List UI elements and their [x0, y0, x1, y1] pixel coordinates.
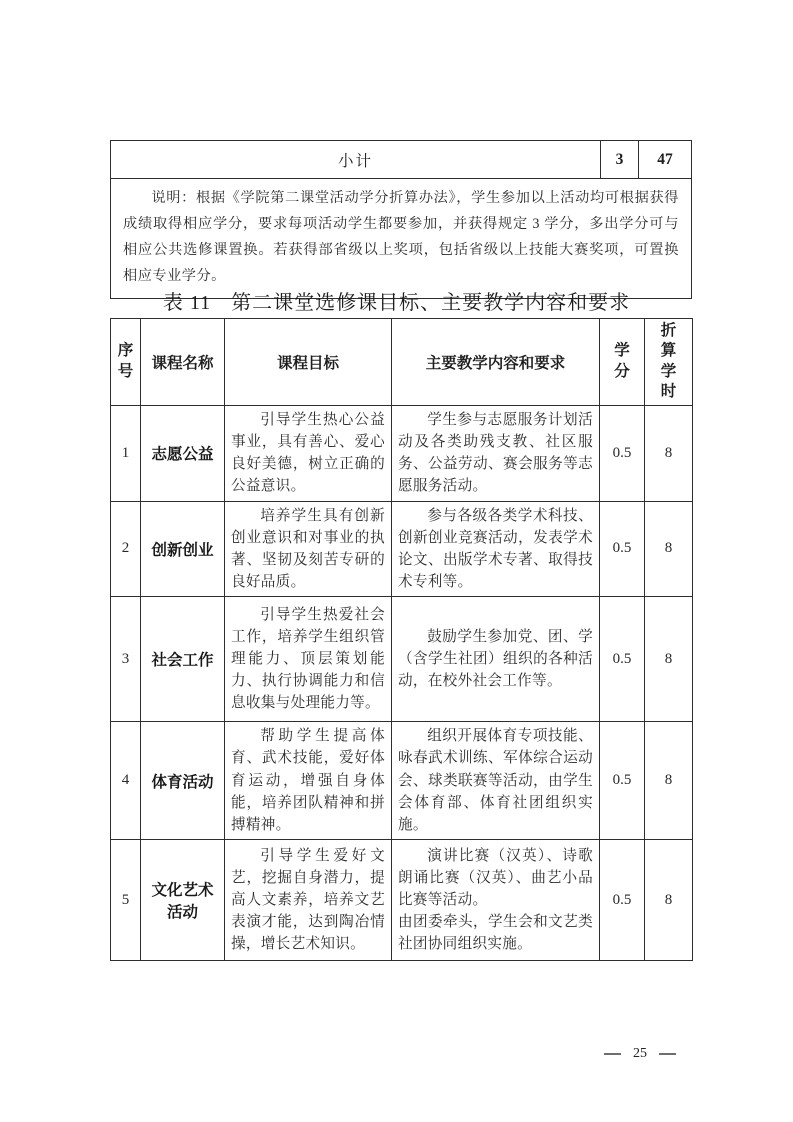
row-index: 3	[111, 597, 141, 722]
credit-value: 0.5	[600, 501, 645, 597]
course-goal: 引导学生爱好文艺，挖掘自身潜力，提高人文素养，培养文艺表演才能，达到陶冶情操，增长艺术知识。	[231, 847, 385, 953]
course-goal-cell	[225, 405, 392, 501]
header-index	[111, 319, 141, 406]
course-content-cell	[392, 405, 600, 501]
header-hours-label: 折算学时	[660, 322, 677, 401]
course-goal: 培养学生具有创新创业意识和对事业的执著、坚韧及刻苦专研的良好品质。	[231, 507, 385, 591]
header-row	[111, 319, 693, 406]
course-name: 体育活动	[141, 722, 225, 840]
page-number: 25	[633, 1046, 647, 1061]
course-content: 组织开展体育专项技能、咏春武术训练、军体综合运动会、球类联赛等活动，由学生会体育部、体育社团组织实施。	[398, 728, 593, 833]
table11-title-prefix: 表 11	[162, 292, 212, 314]
subtotal-credits-value: 3	[601, 141, 639, 179]
header-hours	[645, 319, 693, 406]
course-content-cell	[392, 501, 600, 597]
table-row	[111, 840, 693, 961]
course-content-cell	[392, 597, 600, 722]
row-index: 1	[111, 405, 141, 501]
hours-value: 8	[645, 597, 693, 722]
subtotal-row	[111, 141, 692, 179]
page-footer	[604, 1045, 676, 1063]
subtotal-hours-value: 47	[639, 141, 692, 179]
course-goal-cell	[225, 597, 392, 722]
course-content-cell	[392, 840, 600, 961]
row-index: 5	[111, 840, 141, 961]
note-text: 说明：根据《学院第二课堂活动学分折算办法》，学生参加以上活动均可根据获得成绩取得相应学分，要求每项活动学生都要参加，并获得规定 3 学分，多出学分可与相应公共选修课置换。若获得部省级以上奖项，包括省级以上技能大赛奖项，可置换相应专业学分。	[123, 190, 679, 284]
course-name: 社会工作	[141, 597, 225, 722]
course-name: 文化艺术活动	[141, 840, 225, 961]
table-row	[111, 405, 693, 501]
hours-value: 8	[645, 722, 693, 840]
note-cell	[111, 179, 692, 299]
table-body	[111, 405, 693, 960]
hours-value: 8	[645, 405, 693, 501]
hours-value: 8	[645, 840, 693, 961]
course-goal-cell	[225, 840, 392, 961]
table11-title-text: 第二课堂选修课目标、主要教学内容和要求	[231, 292, 631, 314]
subtotal-label: 小计	[111, 141, 601, 179]
course-goal: 引导学生热心公益事业，具有善心、爱心良好美德，树立正确的公益意识。	[231, 411, 385, 495]
row-index: 2	[111, 501, 141, 597]
row-index: 4	[111, 722, 141, 840]
table11-title	[0, 286, 793, 315]
course-content: 参与各级各类学术科技、创新创业竞赛活动，发表学术论文、出版学术专著、取得技术专利等。	[398, 507, 593, 591]
subtotal-table	[110, 140, 692, 299]
course-content: 演讲比赛（汉英）、诗歌朗诵比赛（汉英）、曲艺小品比赛等活动。	[398, 847, 593, 908]
header-course-goal: 课程目标	[225, 319, 392, 406]
credit-value: 0.5	[600, 597, 645, 722]
note-row	[111, 179, 692, 299]
table-row	[111, 722, 693, 840]
course-content-cell	[392, 722, 600, 840]
footer-dash-left-icon	[604, 1053, 621, 1054]
course-content-extra: 由团委牵头，学生会和文艺类社团协同组织实施。	[398, 914, 593, 953]
header-credit-label: 学分	[614, 342, 630, 380]
table-row	[111, 597, 693, 722]
credit-value: 0.5	[600, 405, 645, 501]
credit-value: 0.5	[600, 840, 645, 961]
course-name: 志愿公益	[141, 405, 225, 501]
footer-dash-right-icon	[659, 1053, 676, 1054]
hours-value: 8	[645, 501, 693, 597]
course-goal: 引导学生热爱社会工作，培养学生组织管理能力、顶层策划能力、执行协调能力和信息收集与处理能力等。	[231, 606, 385, 712]
course-content: 学生参与志愿服务计划活动及各类助残支教、社区服务、公益劳动、赛会服务等志愿服务活动。	[398, 411, 593, 495]
credit-value: 0.5	[600, 722, 645, 840]
course-goal-cell	[225, 722, 392, 840]
header-credit	[600, 319, 645, 406]
course-goal-cell	[225, 501, 392, 597]
course-content: 鼓励学生参加党、团、学（含学生社团）组织的各种活动，在校外社会工作等。	[398, 628, 593, 690]
header-content: 主要教学内容和要求	[392, 319, 600, 406]
header-index-label: 序号	[117, 342, 134, 380]
table-row	[111, 501, 693, 597]
course-goal: 帮助学生提高体育、武术技能，爱好体育运动，增强自身体能，培养团队精神和拼搏精神。	[231, 728, 385, 833]
table11	[110, 318, 693, 961]
course-name: 创新创业	[141, 501, 225, 597]
header-course-name: 课程名称	[141, 319, 225, 406]
